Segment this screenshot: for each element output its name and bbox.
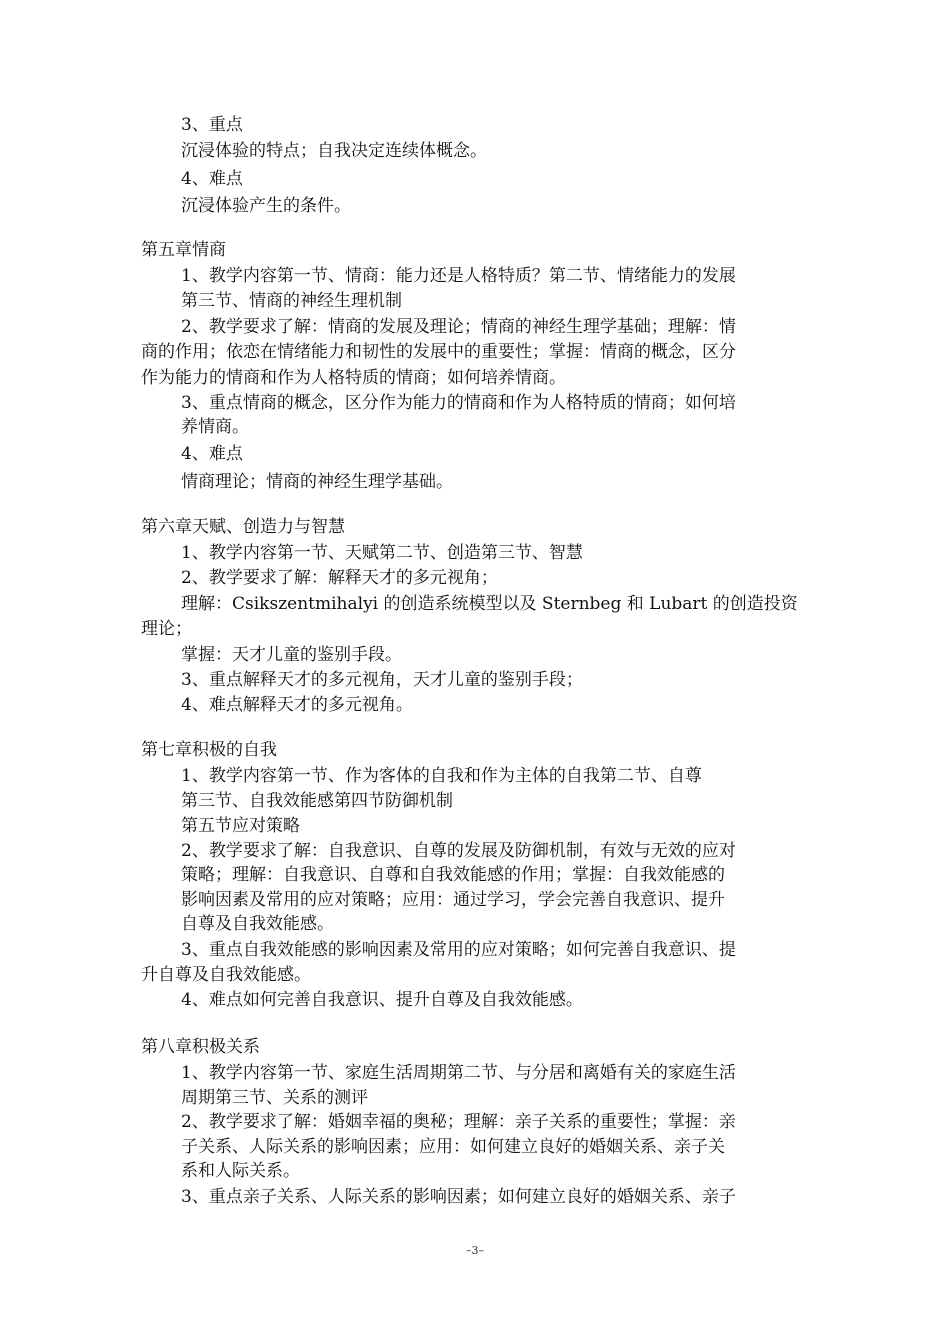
text-line: 1、教学内容第一节、作为客体的自我和作为主体的自我第二节、自尊 bbox=[181, 766, 702, 786]
text-line: 沉浸体验的特点；自我决定连续体概念。 bbox=[181, 141, 487, 161]
text-line: 作为能力的情商和作为人格特质的情商；如何培养情商。 bbox=[141, 368, 566, 388]
text-line: 2、教学要求了解：自我意识、自尊的发展及防御机制，有效与无效的应对 bbox=[181, 841, 736, 861]
text-line: 2、教学要求了解：婚姻幸福的奥秘；理解：亲子关系的重要性；掌握：亲 bbox=[181, 1112, 736, 1132]
text-line: 4、难点 bbox=[181, 169, 243, 189]
text-line: 策略；理解：自我意识、自尊和自我效能感的作用；掌握：自我效能感的 bbox=[181, 865, 725, 885]
text-line: 沉浸体验产生的条件。 bbox=[181, 196, 351, 216]
chapter-heading: 第七章积极的自我 bbox=[141, 740, 277, 760]
text-line: 系和人际关系。 bbox=[181, 1161, 300, 1181]
chapter-heading: 第六章天赋、创造力与智慧 bbox=[141, 517, 345, 537]
text-line: 3、重点自我效能感的影响因素及常用的应对策略；如何完善自我意识、提 bbox=[181, 940, 736, 960]
page-number-dash: – bbox=[478, 1244, 484, 1257]
text-line: 养情商。 bbox=[181, 417, 249, 437]
page-number-dash: – bbox=[466, 1244, 472, 1257]
text-line: 第五节应对策略 bbox=[181, 816, 300, 836]
text-line: 商的作用；依恋在情绪能力和韧性的发展中的重要性；掌握：情商的概念，区分 bbox=[141, 342, 736, 362]
text-line: 4、难点如何完善自我意识、提升自尊及自我效能感。 bbox=[181, 990, 583, 1010]
text-line: 3、重点情商的概念，区分作为能力的情商和作为人格特质的情商；如何培 bbox=[181, 393, 736, 413]
text-line: 升自尊及自我效能感。 bbox=[141, 965, 311, 985]
text-line: 自尊及自我效能感。 bbox=[181, 914, 334, 934]
text-line: 1、教学内容第一节、家庭生活周期第二节、与分居和离婚有关的家庭生活 bbox=[181, 1063, 736, 1083]
text-line: 子关系、人际关系的影响因素；应用：如何建立良好的婚姻关系、亲子关 bbox=[181, 1137, 725, 1157]
text-line: 1、教学内容第一节、情商：能力还是人格特质？第二节、情绪能力的发展 bbox=[181, 266, 736, 286]
text-line: 掌握：天才儿童的鉴别手段。 bbox=[181, 645, 402, 665]
text-line: 2、教学要求了解：解释天才的多元视角； bbox=[181, 568, 498, 588]
text-line: 2、教学要求了解：情商的发展及理论；情商的神经生理学基础；理解：情 bbox=[181, 317, 736, 337]
page-number: 3 bbox=[471, 1244, 479, 1257]
text-line: 第三节、情商的神经生理机制 bbox=[181, 291, 402, 311]
text-line: 第三节、自我效能感第四节防御机制 bbox=[181, 791, 453, 811]
text-line: 理论； bbox=[141, 619, 192, 639]
text-line: 3、重点解释天才的多元视角，天才儿童的鉴别手段； bbox=[181, 670, 583, 690]
text-line: 4、难点 bbox=[181, 444, 243, 464]
text-line: 情商理论；情商的神经生理学基础。 bbox=[181, 472, 453, 492]
text-line: 3、重点亲子关系、人际关系的影响因素；如何建立良好的婚姻关系、亲子 bbox=[181, 1187, 736, 1207]
text-line: 3、重点 bbox=[181, 115, 243, 135]
chapter-heading: 第五章情商 bbox=[141, 240, 226, 260]
page-footer bbox=[0, 1244, 950, 1257]
text-line: 1、教学内容第一节、天赋第二节、创造第三节、智慧 bbox=[181, 543, 583, 563]
text-line: 理解：Csikszentmihalyi 的创造系统模型以及 Sternbeg 和 Lubart 的创造投资 bbox=[181, 594, 798, 614]
text-line: 4、难点解释天才的多元视角。 bbox=[181, 695, 413, 715]
text-line: 周期第三节、关系的测评 bbox=[181, 1088, 368, 1108]
text-line: 影响因素及常用的应对策略；应用：通过学习，学会完善自我意识、提升 bbox=[181, 890, 725, 910]
chapter-heading: 第八章积极关系 bbox=[141, 1037, 260, 1057]
